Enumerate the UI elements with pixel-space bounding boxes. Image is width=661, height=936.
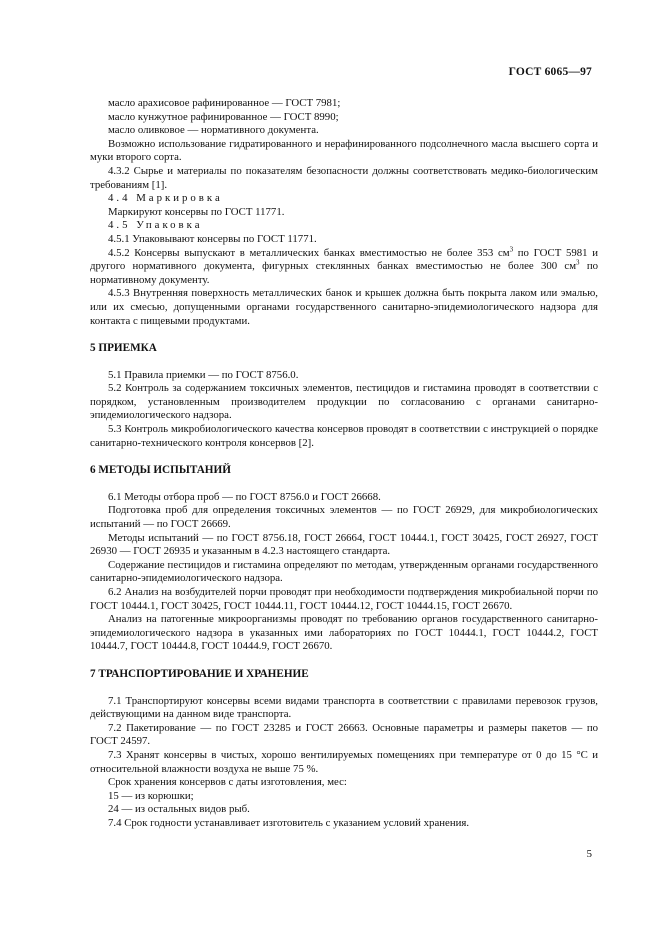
section-title: 7 ТРАНСПОРТИРОВАНИЕ И ХРАНЕНИЕ — [90, 667, 309, 680]
list-item: 15 — из корюшки; — [108, 789, 194, 802]
paragraph: Срок хранения консервов с даты изготовления, мес: — [108, 776, 347, 789]
subsection-title: 4.4 Маркировка — [108, 192, 223, 205]
paragraph: Методы испытаний — по ГОСТ 8756.18, ГОСТ 26664, ГОСТ 10444.1, ГОСТ 30425, ГОСТ 26927, ГОСТ 26930 — ГОСТ 26935 и указанным в 4.2.3 настоящего стандарта. — [90, 531, 598, 558]
paragraph: 7.2 Пакетирование — по ГОСТ 23285 и ГОСТ 26663. Основные параметры и размеры пакетов — по ГОСТ 24597. — [90, 721, 598, 748]
paragraph: 4.5.2 Консервы выпускают в металлических банках вместимостью не более 353 $см^3$ по ГОСТ 5981 и другого нормативного документа, фигурных стеклянных банках вместимостью не более 300 $см^3$ по нормативному документу. — [90, 244, 598, 286]
paragraph: 7.4 Срок годности устанавливает изготовитель с указанием условий хранения. — [108, 816, 470, 829]
paragraph: 7.1 Транспортируют консервы всеми видами транспорта в соответствии с правилами перевозок грузов, действующими на данном виде транспорта. — [90, 694, 598, 721]
paragraph: Содержание пестицидов и гистамина определяют по методам, утвержденным органами государственного санитарно-эпидемиологического надзора. — [90, 558, 598, 585]
paragraph: 5.3 Контроль микробиологического качества консервов проводят в соответствии с инструкцией о порядке санитарно-технического контроля консервов [2]. — [90, 423, 598, 449]
paragraph: Возможно использование гидратированного и нерафинированного подсолнечного масла высшего сорта и муки второго сорта. — [90, 137, 598, 164]
paragraph: 5.2 Контроль за содержанием токсичных элементов, пестицидов и гистамина проводят в соответствии с порядком, установленным производителем продукции по согласованию с органами санитарно-эпидемиологического надзора. — [90, 382, 598, 422]
paragraph: 4.3.2 Сырье и материалы по показателям безопасности должны соответствовать медико-биологическим требованиям [1]. — [90, 164, 598, 191]
document-body — [90, 97, 598, 831]
paragraph: 6.1 Методы отбора проб — по ГОСТ 8756.0 и ГОСТ 26668. — [108, 490, 381, 503]
paragraph: Маркируют консервы по ГОСТ 11771. — [108, 205, 285, 218]
paragraph: 5.1 Правила приемки — по ГОСТ 8756.0. — [108, 368, 299, 381]
paragraph: 6.2 Анализ на возбудителей порчи проводят при необходимости подтверждения микробиальной порчи по ГОСТ 10444.1, ГОСТ 30425, ГОСТ 10444.11, ГОСТ 10444.12, ГОСТ 10444.15, ГОСТ 26670. — [90, 586, 598, 612]
section-title: 5 ПРИЕМКА — [90, 342, 157, 355]
paragraph: 4.5.3 Внутренняя поверхность металлических банок и крышек должна быть покрыта лаком или эмалью, или их смесью, допущенными органами государственного санитарно-эпидемиологического надзора для контакта с пищевыми продуктами. — [90, 287, 598, 327]
list-item: масло кунжутное рафинированное — ГОСТ 8990; — [108, 110, 339, 123]
section-title: 6 МЕТОДЫ ИСПЫТАНИЙ — [90, 464, 231, 477]
paragraph: Подготовка проб для определения токсичных элементов — по ГОСТ 26929, для микробиологических испытаний — по ГОСТ 26669. — [90, 504, 598, 531]
document-code: ГОСТ 6065—97 — [508, 66, 592, 78]
subsection-title: 4.5 Упаковка — [108, 219, 203, 232]
paragraph: 7.3 Хранят консервы в чистых, хорошо вентилируемых помещениях при температуре от 0 до 15 °С и относительной влажности воздуха не выше 75 %. — [90, 748, 598, 775]
paragraph: 4.5.1 Упаковывают консервы по ГОСТ 11771. — [108, 232, 317, 245]
paragraph: Анализ на патогенные микроорганизмы проводят по требованию органов государственного санитарно-эпидемиологического надзора в указанных ими лабораториях по ГОСТ 10444.1, ГОСТ 10444.2, ГОСТ 10444.7, ГОСТ 10444.8, ГОСТ 10444.9, ГОСТ 26670. — [90, 613, 598, 653]
list-item: масло оливковое — нормативного документа. — [108, 124, 319, 137]
page-number: 5 — [586, 848, 592, 860]
list-item: масло арахисовое рафинированное — ГОСТ 7981; — [108, 97, 341, 109]
list-item: 24 — из остальных видов рыб. — [108, 803, 250, 816]
